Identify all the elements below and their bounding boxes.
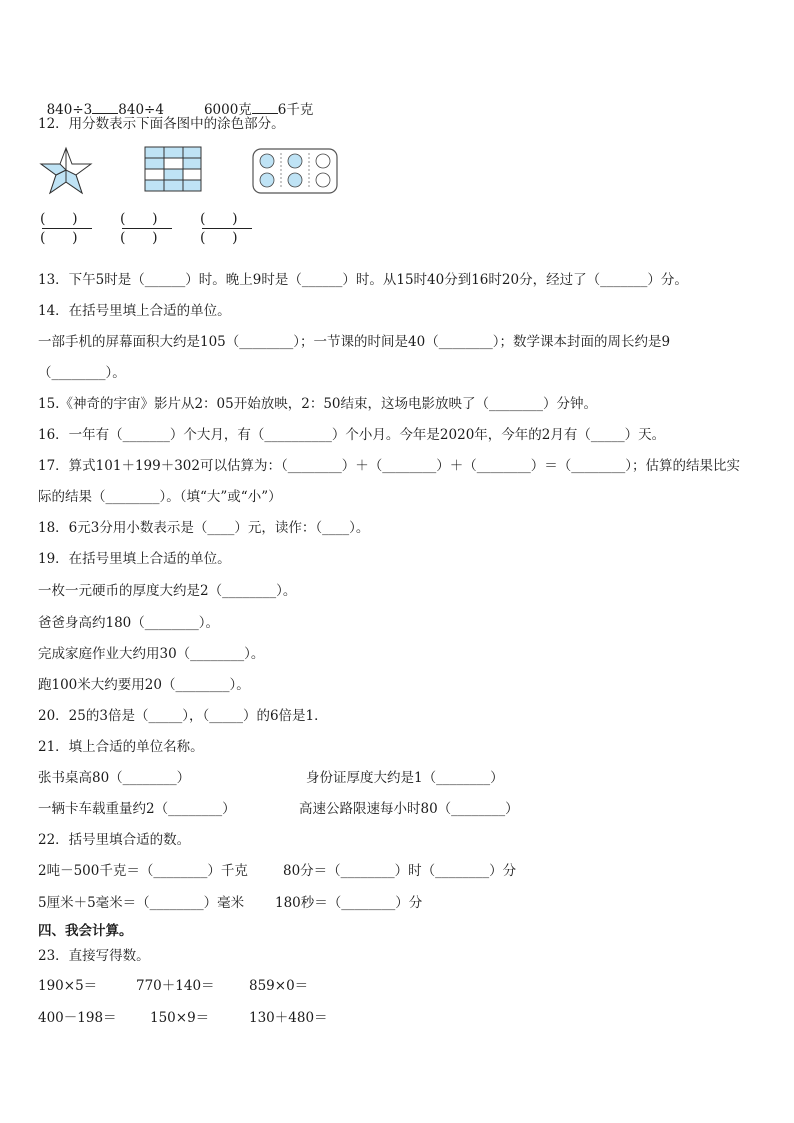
question-14-line-b: （________）。 bbox=[38, 365, 126, 381]
answer-blank[interactable] bbox=[252, 101, 278, 114]
question-16: 16．一年有（_______）个大月，有（__________）个小月。今年是2020年，今年的2月有（_____）天。 bbox=[38, 427, 666, 443]
fraction-answer-1[interactable]: ( ) ( ) bbox=[40, 210, 96, 247]
expr-right-2: 6千克 bbox=[277, 102, 314, 118]
calc-4: 400－198＝ bbox=[38, 1010, 117, 1026]
question-17-line-b: 际的结果（________）。（填“大”或“小”） bbox=[38, 489, 282, 505]
strawberry-box bbox=[252, 148, 338, 194]
question-21-item-b: 身份证厚度大约是1（________） bbox=[306, 770, 504, 786]
question-22-item-d: 180秒＝（________）分 bbox=[275, 895, 423, 911]
compare-row bbox=[38, 83, 313, 119]
calc-1: 190×5＝ bbox=[38, 978, 98, 994]
expr-right-1: 840÷4 bbox=[118, 102, 164, 118]
question-19: 19．在括号里填上合适的单位。 bbox=[38, 551, 231, 567]
fraction-answer-2[interactable]: ( ) ( ) bbox=[120, 210, 176, 247]
expr-left-2: 6000克 bbox=[203, 102, 252, 118]
question-13: 13．下午5时是（______）时。晚上9时是（______）时。从15时40分到16时20分，经过了（_______）分。 bbox=[38, 272, 688, 288]
calc-3: 859×0＝ bbox=[249, 978, 309, 994]
section-heading: 四、我会计算。 bbox=[38, 923, 133, 939]
question-19-item-b: 爸爸身高约180（________）。 bbox=[38, 615, 220, 631]
answer-blank[interactable] bbox=[92, 101, 118, 114]
question-17-line-a: 17．算式101＋199＋302可以估算为：（________）＋（________）＋（________）＝（________）；估算的结果比实 bbox=[38, 458, 740, 474]
question-15: 15.《神奇的宇宙》影片从2：05开始放映，2：50结束，这场电影放映了（________）分钟。 bbox=[38, 396, 598, 412]
question-14: 14．在括号里填上合适的单位。 bbox=[38, 303, 231, 319]
question-21-item-d: 高速公路限速每小时80（________） bbox=[299, 801, 519, 817]
question-21: 21．填上合适的单位名称。 bbox=[38, 739, 204, 755]
question-23: 23．直接写得数。 bbox=[38, 948, 150, 964]
question-22: 22．括号里填合适的数。 bbox=[38, 832, 191, 848]
calc-6: 130＋480＝ bbox=[249, 1010, 328, 1026]
question-21-item-a: 张书桌高80（________） bbox=[38, 770, 191, 786]
question-19-item-a: 一枚一元硬币的厚度大约是2（________）。 bbox=[38, 583, 297, 599]
question-20: 20．25的3倍是（_____），（_____）的6倍是1． bbox=[38, 708, 328, 724]
question-14-line-a: 一部手机的屏幕面积大约是105（________）；一节课的时间是40（________）；数学课本封面的周长约是9 bbox=[38, 334, 671, 350]
star-icon bbox=[38, 146, 94, 196]
calc-2: 770＋140＝ bbox=[136, 978, 215, 994]
question-18: 18．6元3分用小数表示是（____）元，读作：（____）。 bbox=[38, 520, 370, 536]
question-19-item-c: 完成家庭作业大约用30（________）。 bbox=[38, 646, 265, 662]
question-22-item-c: 5厘米＋5毫米＝（________）毫米 bbox=[38, 895, 245, 911]
question-19-item-d: 跑100米大约要用20（________）。 bbox=[38, 677, 250, 693]
question-12: 12．用分数表示下面各图中的涂色部分。 bbox=[38, 116, 285, 132]
question-22-item-b: 80分＝（________）时（________）分 bbox=[283, 863, 517, 879]
expr-left-1: 840÷3 bbox=[46, 102, 93, 118]
question-21-item-c: 一辆卡车载重量约2（________） bbox=[38, 801, 236, 817]
grid-figure bbox=[144, 146, 202, 192]
calc-5: 150×9＝ bbox=[150, 1010, 210, 1026]
fraction-answer-3[interactable]: ( ) ( ) bbox=[200, 210, 256, 247]
question-22-item-a: 2吨－500千克＝（________）千克 bbox=[38, 863, 248, 879]
